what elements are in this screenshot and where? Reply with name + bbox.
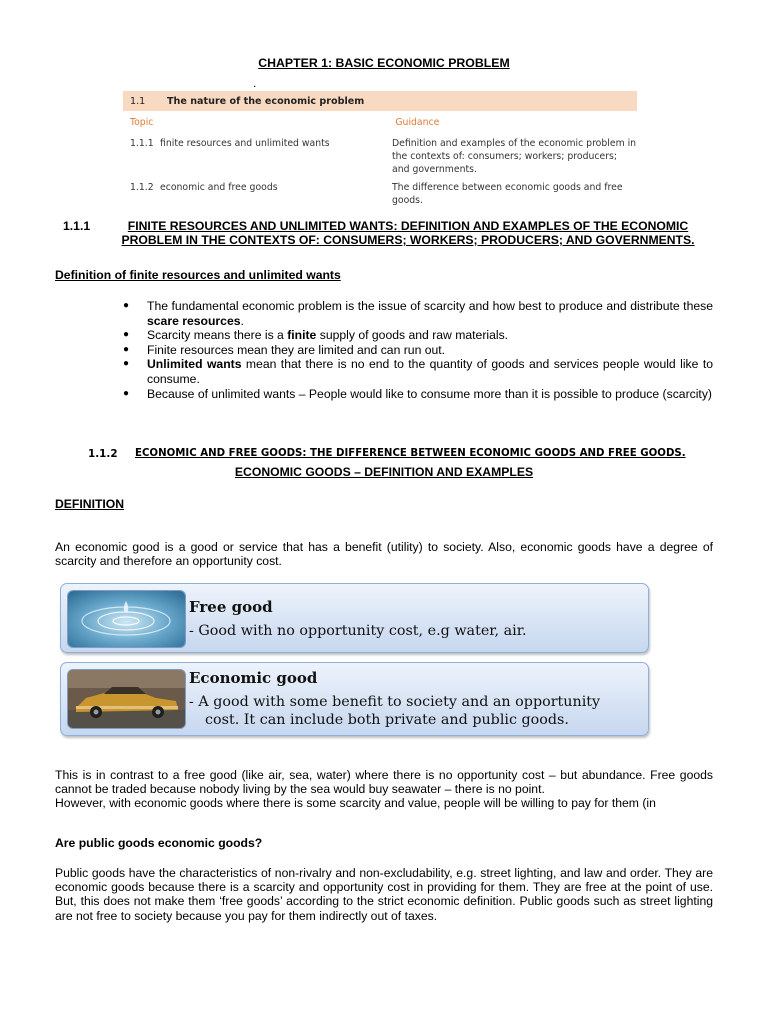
definition-paragraph: An economic good is a good or service that has a benefit (utility) to society. Also, economic goods have a degree of scarcity and therefore an opportunity cost. [55,540,713,569]
however-paragraph: However, with economic goods where there is some scarcity and value, people will be willing to pay for them (in [55,796,656,810]
list-item [123,343,713,358]
economic-good-card [60,662,649,736]
section1-number: 1.1.1 [63,219,91,233]
row-guidance: The difference between economic goods and free goods. [392,182,623,206]
definition-heading: Definition of finite resources and unlimited wants [55,268,341,282]
bullet-bold: Unlimited wants [147,357,242,372]
syllabus-row [123,181,637,207]
car-image [67,669,186,729]
bullet-marker: ● [123,343,130,355]
bullet-text: Because of unlimited wants – People would like to consume more than it is possible to produce (scarcity) [147,386,712,401]
syllabus-row [123,137,637,176]
economic-good-title: Economic good [189,669,318,687]
row-topic: economic and free goods [160,182,278,193]
bullet-marker: ● [123,300,130,311]
water-drop-image [67,590,186,648]
section1-title-line1: FINITE RESOURCES AND UNLIMITED WANTS: DEFINITION AND EXAMPLES OF THE ECONOMIC [127,219,689,233]
bullet-text: The fundamental economic problem is the issue of scarcity and how best to produce and distribute these [147,299,713,313]
row-number: 1.1.1 [130,138,154,149]
bullet-list [123,299,713,401]
syllabus-number: 1.1 [130,95,146,107]
syllabus-column-headers [123,116,637,129]
economic-good-description-line1: - A good with some benefit to society and an opportunity [189,694,601,710]
economic-good-description-line2: cost. It can include both private and public goods. [205,712,569,728]
section2-number: 1.1.2 [88,448,118,460]
economic-good-description [189,693,600,729]
free-good-description: - Good with no opportunity cost, e.g water, air. [189,623,527,639]
bullet-text-end: mean that there is no end to the quantity of goods and services people would like to consume. [147,357,713,386]
chapter-title: CHAPTER 1: BASIC ECONOMIC PROBLEM [258,56,510,70]
bullet-text: Finite resources mean they are limited and can run out. [147,342,446,357]
bullet-text: Scarcity means there is a [147,328,288,343]
list-item [123,328,713,343]
list-item [123,299,713,328]
bullet-bold: scare resources [147,313,241,328]
section2-title: ECONOMIC AND FREE GOODS: THE DIFFERENCE BETWEEN ECONOMIC GOODS AND FREE GOODS. [135,448,686,459]
free-good-title: Free good [189,598,273,616]
bullet-marker: ● [123,329,130,341]
section2-subtitle: ECONOMIC GOODS – DEFINITION AND EXAMPLES [234,465,534,479]
row-guidance: Definition and examples of the economic problem in the contexts of: consumers; workers; producers; and governments. [392,138,637,175]
column-topic: Topic [130,117,154,128]
section1-title [100,219,716,247]
list-item [123,387,713,402]
column-guidance: Guidance [395,117,440,128]
row-number: 1.1.2 [130,182,154,193]
stray-mark: . [253,76,257,90]
syllabus-header [123,91,637,111]
contrast-paragraph: This is in contrast to a free good (like air, sea, water) where there is no opportunity cost – but abundance. Free goods cannot be traded because nobody living by the sea would buy seawater – there is no point. [55,768,713,797]
public-goods-heading: Are public goods economic goods? [55,836,263,850]
bullet-marker: ● [123,387,130,399]
bullet-marker: ● [123,358,130,370]
row-topic: finite resources and unlimited wants [160,138,330,149]
bullet-text-end: supply of goods and raw materials. [316,328,509,343]
bullet-text-end: . [240,313,244,328]
bullet-bold: finite [287,328,317,343]
section1-title-line2: PROBLEM IN THE CONTEXTS OF: CONSUMERS; WORKERS; PRODUCERS; AND GOVERNMENTS. [121,233,695,247]
syllabus-title: The nature of the economic problem [167,95,365,107]
syllabus-table [123,91,637,207]
public-goods-paragraph: Public goods have the characteristics of non-rivalry and non-excludability, e.g. street lighting, and law and order. They are economic goods because there is a scarcity and opportunity cost in providing for them. They are free at the point of use. But, this does not make them ‘free goods’ according to the strict economic definition. Public goods such as street lighting are not free to society because you pay for them indirectly out of taxes. [55,866,713,923]
free-good-card [60,583,649,653]
definition-label: DEFINITION [55,497,125,511]
list-item [123,357,713,386]
